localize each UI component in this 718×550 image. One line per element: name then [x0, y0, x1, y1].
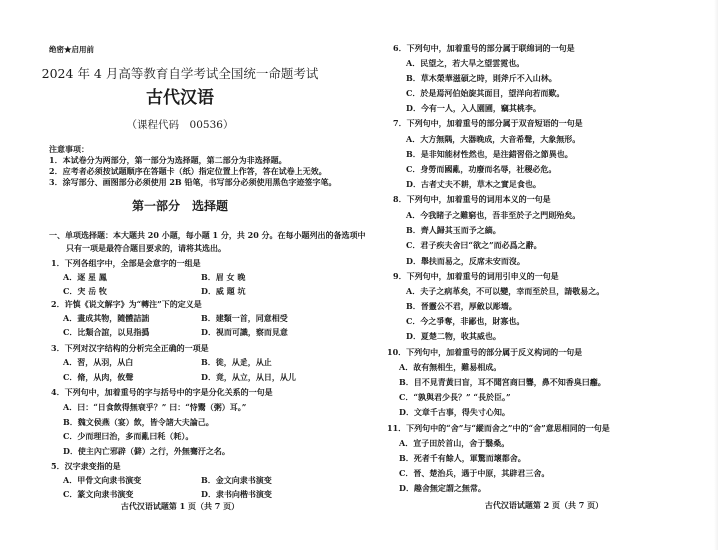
confidential-label: 绝密★启用前: [49, 45, 94, 54]
option-5c: C．篆文向隶书演变: [63, 489, 134, 499]
option-10d: D．文章千古事，得失寸心知。: [399, 407, 510, 417]
option-8c: C．君子疾夫舍曰“欲之”而必爲之辭。: [406, 240, 542, 250]
question-stem-8: 8．下列句中，加着重号的词用本义的一句是: [393, 194, 551, 204]
option-11d: D．趣舍無定謂之無常。: [399, 483, 486, 493]
option-8a: A．今我睹子之難窮也，吾非至於子之門則殆矣。: [406, 210, 581, 220]
option-3d: D．竟，从立，从日，从儿: [201, 372, 296, 382]
question-stem-10: 10．下列句中，加着重号的部分属于反义构词的一句是: [387, 347, 583, 357]
option-1a: A．逐 星 鳳: [63, 272, 107, 282]
page-edge-shadow: [714, 0, 718, 550]
option-5d: D．隶书向楷书演变: [201, 489, 272, 499]
question-stem-4: 4．下列句中，加着重号的字与括号中的字是分化关系的一句是: [51, 387, 273, 397]
option-2d: D．視而可識，察而見意: [201, 327, 288, 337]
option-9a: A．夫子之病革矣，不可以變，幸而至於旦，請敬易之。: [406, 286, 605, 296]
option-4b: B．魏文侯燕（宴）飲，皆令諸大夫論己。: [63, 417, 214, 427]
option-9d: D．夏楚二物，收其威也。: [406, 331, 501, 341]
notice-item: 2．应考者必须按试题顺序在答题卡（纸）指定位置上作答，答在试卷上无效。: [49, 166, 327, 176]
option-9c: C．今之爭奪，非鄙也，財寡也。: [406, 316, 525, 326]
option-1b: B．眉 女 晚: [201, 272, 246, 282]
notice-heading: 注意事项：: [49, 144, 89, 154]
option-10c: C．“孰與君少長？” “長於臣。”: [399, 392, 511, 402]
page-footer-2: 古代汉语试题第 2 页（共 7 页）: [484, 500, 604, 510]
option-5a: A．甲骨文向隶书演变: [63, 475, 142, 485]
page-footer-1: 古代汉语试题第 1 页（共 7 页）: [120, 501, 240, 511]
option-3b: B．徙，从辵，从止: [201, 357, 272, 367]
section-instructions: 一、单项选择题：本大题共 20 小题，每小题 1 分，共 20 分。在每小题列出的备选项中: [49, 230, 366, 240]
option-10b: B．目不見青黃曰盲，耳不聞宮商曰聾，鼻不知香臭曰癰。: [399, 377, 606, 387]
question-stem-3: 3．下列对汉字结构的分析完全正确的一项是: [51, 343, 209, 353]
option-4d: D．使主內亡邪辟（僻）之行，外無騫汙之名。: [63, 446, 230, 456]
option-7b: B．是非知能材性然也，是注錯習俗之節異也。: [406, 149, 573, 159]
option-10a: A．故有無相生，難易相成。: [399, 362, 502, 372]
question-stem-7: 7．下列句中，加着重号的部分属于双音短语的一句是: [393, 118, 583, 128]
option-11c: C．晉、楚治兵，遇于中原，其辟君三舍。: [399, 468, 550, 478]
section-instructions-cont: 只有一项是最符合题目要求的，请将其选出。: [66, 243, 226, 253]
option-5b: B．金文向隶书演变: [201, 475, 272, 485]
question-stem-11: 11．下列句中的“舍”与“縱而舍之”中的“舍”意思相同的一句是: [387, 423, 610, 433]
part-title: 第一部分 选择题: [131, 199, 228, 213]
option-9b: B．晉靈公不君，厚斂以彫墻。: [406, 301, 517, 311]
question-stem-1: 1．下列各组字中，全部是会意字的一组是: [51, 258, 201, 268]
option-8b: B．齊人歸其玉而予之縞。: [406, 225, 501, 235]
option-1c: C．宊 岳 牧: [63, 286, 107, 296]
option-6d: D．今有一人，入人園圃，竊其桃李。: [406, 103, 541, 113]
option-6c: C．於是焉河伯始旋其面目，望洋向若而歎。: [406, 88, 565, 98]
option-2b: B．建類一首，同意相受: [201, 313, 288, 323]
option-4c: C．少而理曰治，多而亂曰秏（耗）。: [63, 431, 194, 441]
option-3a: A．習，从羽，从白: [63, 357, 134, 367]
option-8d: D．舉扶而易之，反席未安而沒。: [406, 256, 525, 266]
option-7a: A．大方無隅，大器晚成，大音希聲，大象無形。: [406, 134, 581, 144]
question-stem-9: 9．下列句中，加着重号的词用引申义的一句是: [393, 271, 559, 281]
option-2c: C．比類合誼，以見指撝: [63, 327, 150, 337]
option-1d: D．威 題 坑: [201, 286, 246, 296]
option-7c: C．身勞而國亂，功廢而名辱，社稷必危。: [406, 164, 557, 174]
option-2a: A．畫成其物，隨體詰詘: [63, 313, 150, 323]
option-6b: B．草木榮華滋碩之時，則斧斤不入山林。: [406, 73, 557, 83]
option-6a: A．民望之，若大旱之望雲霓也。: [406, 58, 525, 68]
exam-title: 2024 年 4 月高等教育自学考试全国统一命题考试: [41, 66, 319, 81]
option-7d: D．古者丈夫不耕，草木之實足食也。: [406, 179, 541, 189]
option-11a: A．宣子田於首山，舍于翳桑。: [399, 438, 510, 448]
option-11b: B．死者千有餘人，軍驚而壞都舍。: [399, 453, 526, 463]
option-4a: A．曰：“日食飲得無衰乎？” 曰：“恃鬻（粥）耳。”: [63, 402, 247, 412]
question-stem-5: 5．汉字隶变指的是: [51, 461, 121, 471]
question-stem-2: 2．许慎《说文解字》为“轉注”下的定义是: [51, 299, 202, 309]
subject-title: 古代汉语: [146, 88, 214, 108]
course-code: （课程代码 00536）: [126, 119, 234, 131]
option-3c: C．脩，从肉，攸聲: [63, 372, 134, 382]
notice-item: 3．涂写部分、画图部分必须使用 2B 铅笔，书写部分必须使用黑色字迹签字笔。: [49, 177, 337, 187]
question-stem-6: 6．下列句中，加着重号的部分属于联绵词的一句是: [393, 43, 575, 53]
notice-item: 1．本试卷分为两部分，第一部分为选择题，第二部分为非选择题。: [49, 155, 287, 165]
